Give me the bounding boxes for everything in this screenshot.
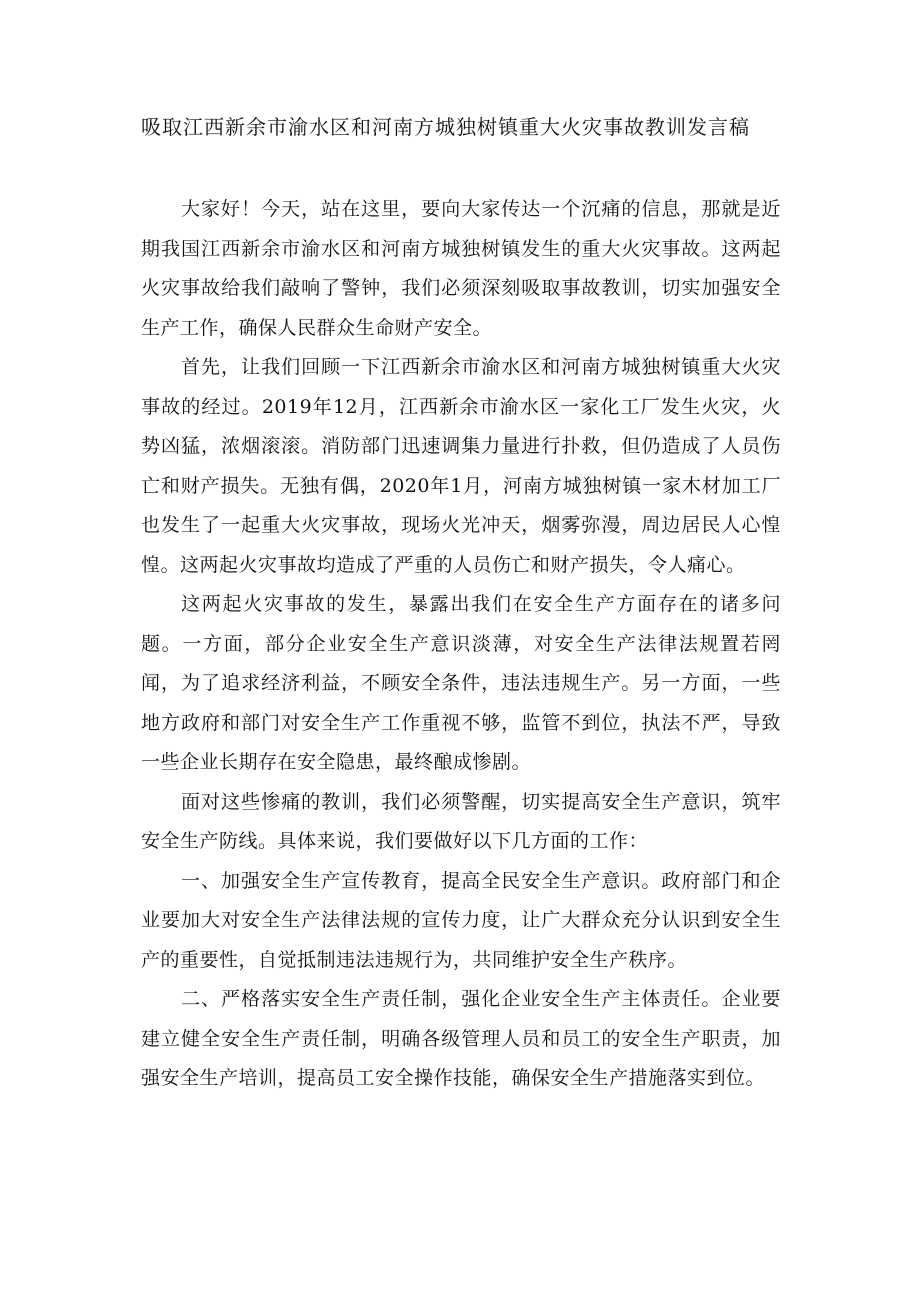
paragraph-point-two: 二、严格落实安全生产责任制，强化企业安全生产主体责任。企业要建立健全安全生产责任制，明确各级管理人员和员工的安全生产职责，加强安全生产培训，提高员工安全操作技能，确保安全生产措施落实到位。: [141, 988, 781, 1089]
paragraph-greeting: 大家好！今天，站在这里，要向大家传达一个沉痛的信息，那就是近期我国江西新余市渝水区和河南方城独树镇发生的重大火灾事故。这两起火灾事故给我们敲响了警钟，我们必须深刻吸取事故教训，切实加强安全生产工作，确保人民群众生命财产安全。: [141, 198, 781, 339]
paragraph-lessons: 面对这些惨痛的教训，我们必须警醒，切实提高安全生产意识，筑牢安全生产防线。具体来说，我们要做好以下几方面的工作：: [141, 790, 781, 852]
paragraph-problems: 这两起火灾事故的发生，暴露出我们在安全生产方面存在的诸多问题。一方面，部分企业安全生产意识淡薄，对安全生产法律法规置若罔闻，为了追求经济利益，不顾安全条件，违法违规生产。另一方面，一些地方政府和部门对安全生产工作重视不够，监管不到位，执法不严，导致一些企业长期存在安全隐患，最终酿成惨剧。: [141, 593, 781, 773]
document-body: [141, 190, 781, 1099]
paragraph-point-one: 一、加强安全生产宣传教育，提高全民安全生产意识。政府部门和企业要加大对安全生产法律法规的宣传力度，让广大群众充分认识到安全生产的重要性，自觉抵制违法违规行为，共同维护安全生产秩序。: [141, 869, 781, 971]
document-title: 吸取江西新余市渝水区和河南方城独树镇重大火灾事故教训发言稿: [141, 115, 750, 139]
paragraph-accident-review: 首先，让我们回顾一下江西新余市渝水区和河南方城独树镇重大火灾事故的经过。2019年12月，江西新余市渝水区一家化工厂发生火灾，火势凶猛，浓烟滚滚。消防部门迅速调集力量进行扑救，但仍造成了人员伤亡和财产损失。无独有偶，2020年1月，河南方城独树镇一家木材加工厂也发生了一起重大火灾事故，现场火光冲天，烟雾弥漫，周边居民人心惶惶。这两起火灾事故均造成了严重的人员伤亡和财产损失，令人痛心。: [141, 356, 781, 576]
